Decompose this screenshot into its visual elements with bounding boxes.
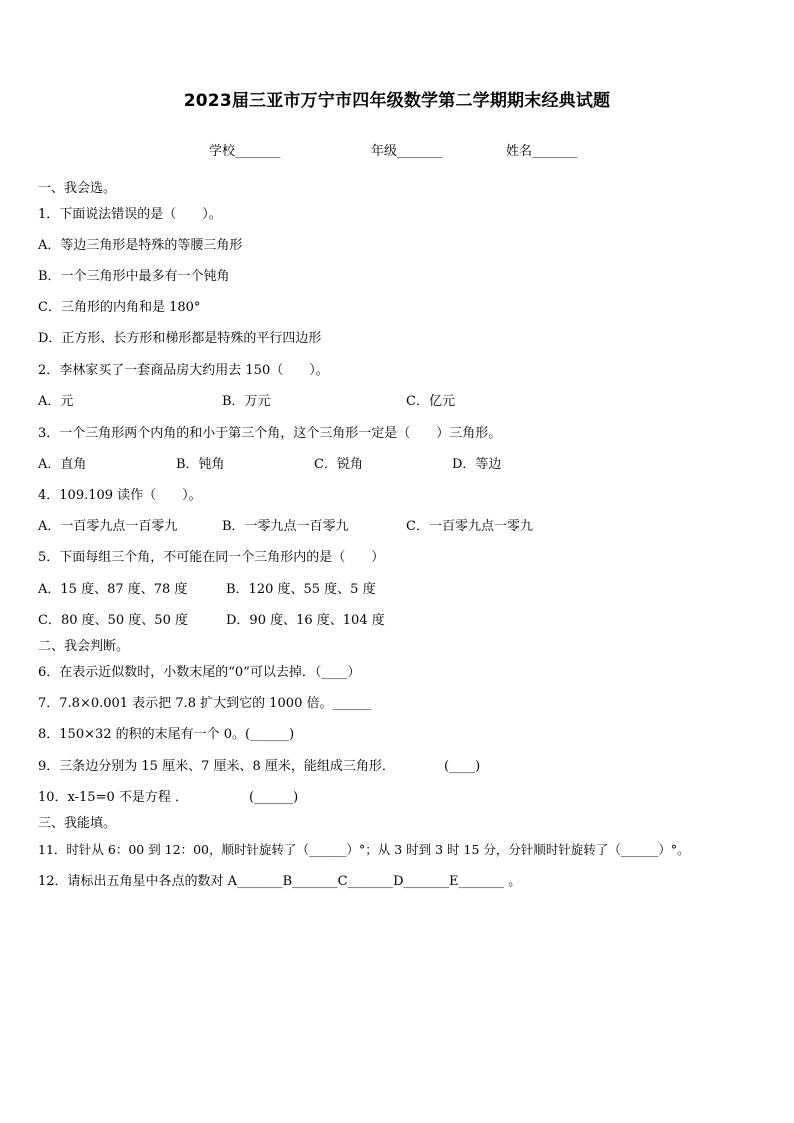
q4-option-c: C．一百零九点一零九 <box>406 519 533 534</box>
q5-option-a: A．15 度、87 度、78 度 <box>38 582 188 597</box>
question-12: 12．请标出五角星中各点的数对 A_______B_______C_______D_______E_______ 。 <box>38 874 522 889</box>
section-heading-fill: 三、我能填。 <box>38 816 117 831</box>
q5-option-d: D．90 度、16 度、104 度 <box>226 613 385 628</box>
q2-option-a: A．元 <box>38 394 74 409</box>
name-field: 姓名_______ <box>506 144 578 159</box>
section-heading-judge: 二、我会判断。 <box>38 639 130 654</box>
q2-option-c: C．亿元 <box>406 394 455 409</box>
q3-option-d: D．等边 <box>452 457 502 472</box>
question-9-blank: (____) <box>444 759 481 774</box>
q1-option-d: D．正方形、长方形和梯形都是特殊的平行四边形 <box>38 331 322 346</box>
question-2: 2．李林家买了一套商品房大约用去 150（ ）。 <box>38 363 329 378</box>
q4-option-b: B．一零九点一百零九 <box>222 519 349 534</box>
question-7: 7．7.8×0.001 表示把 7.8 扩大到它的 1000 倍。______ <box>38 696 372 711</box>
question-8: 8．150×32 的积的末尾有一个 0。(______) <box>38 727 295 742</box>
question-5: 5．下面每组三个角，不可能在同一个三角形内的是（ ） <box>38 550 385 565</box>
q5-option-c: C．80 度、50 度、50 度 <box>38 613 188 628</box>
question-1: 1．下面说法错误的是（ ）。 <box>38 207 222 222</box>
q4-option-a: A．一百零九点一百零九 <box>38 519 178 534</box>
grade-field: 年级_______ <box>371 144 443 159</box>
question-4: 4．109.109 读作（ ）。 <box>38 488 202 503</box>
page-title: 2023届三亚市万宁市四年级数学第二学期期末经典试题 <box>183 91 611 111</box>
section-heading-choose: 一、我会选。 <box>38 181 117 196</box>
q1-option-a: A．等边三角形是特殊的等腰三角形 <box>38 238 243 253</box>
school-field: 学校_______ <box>209 144 281 159</box>
q3-option-c: C．锐角 <box>314 457 363 472</box>
question-10-blank: (______) <box>249 790 299 805</box>
question-3: 3．一个三角形两个内角的和小于第三个角，这个三角形一定是（ ）三角形。 <box>38 426 502 441</box>
q2-option-b: B．万元 <box>222 394 271 409</box>
q3-option-a: A．直角 <box>38 457 87 472</box>
question-9: 9．三条边分别为 15 厘米、7 厘米、8 厘米，能组成三角形． <box>38 759 395 774</box>
question-6: 6．在表示近似数时，小数末尾的“0”可以去掉．（____） <box>38 665 361 680</box>
q5-option-b: B．120 度、55 度、5 度 <box>226 582 376 597</box>
question-11: 11．时针从 6：00 到 12：00，顺时针旋转了（______）°；从 3 时到 3 时 15 分，分针顺时针旋转了（______）°。 <box>38 842 690 857</box>
q1-option-b: B．一个三角形中最多有一个钝角 <box>38 269 230 284</box>
q1-option-c: C．三角形的内角和是 180° <box>38 300 201 315</box>
q3-option-b: B．钝角 <box>176 457 225 472</box>
question-10: 10．x-15=0 不是方程 ． <box>38 790 189 805</box>
